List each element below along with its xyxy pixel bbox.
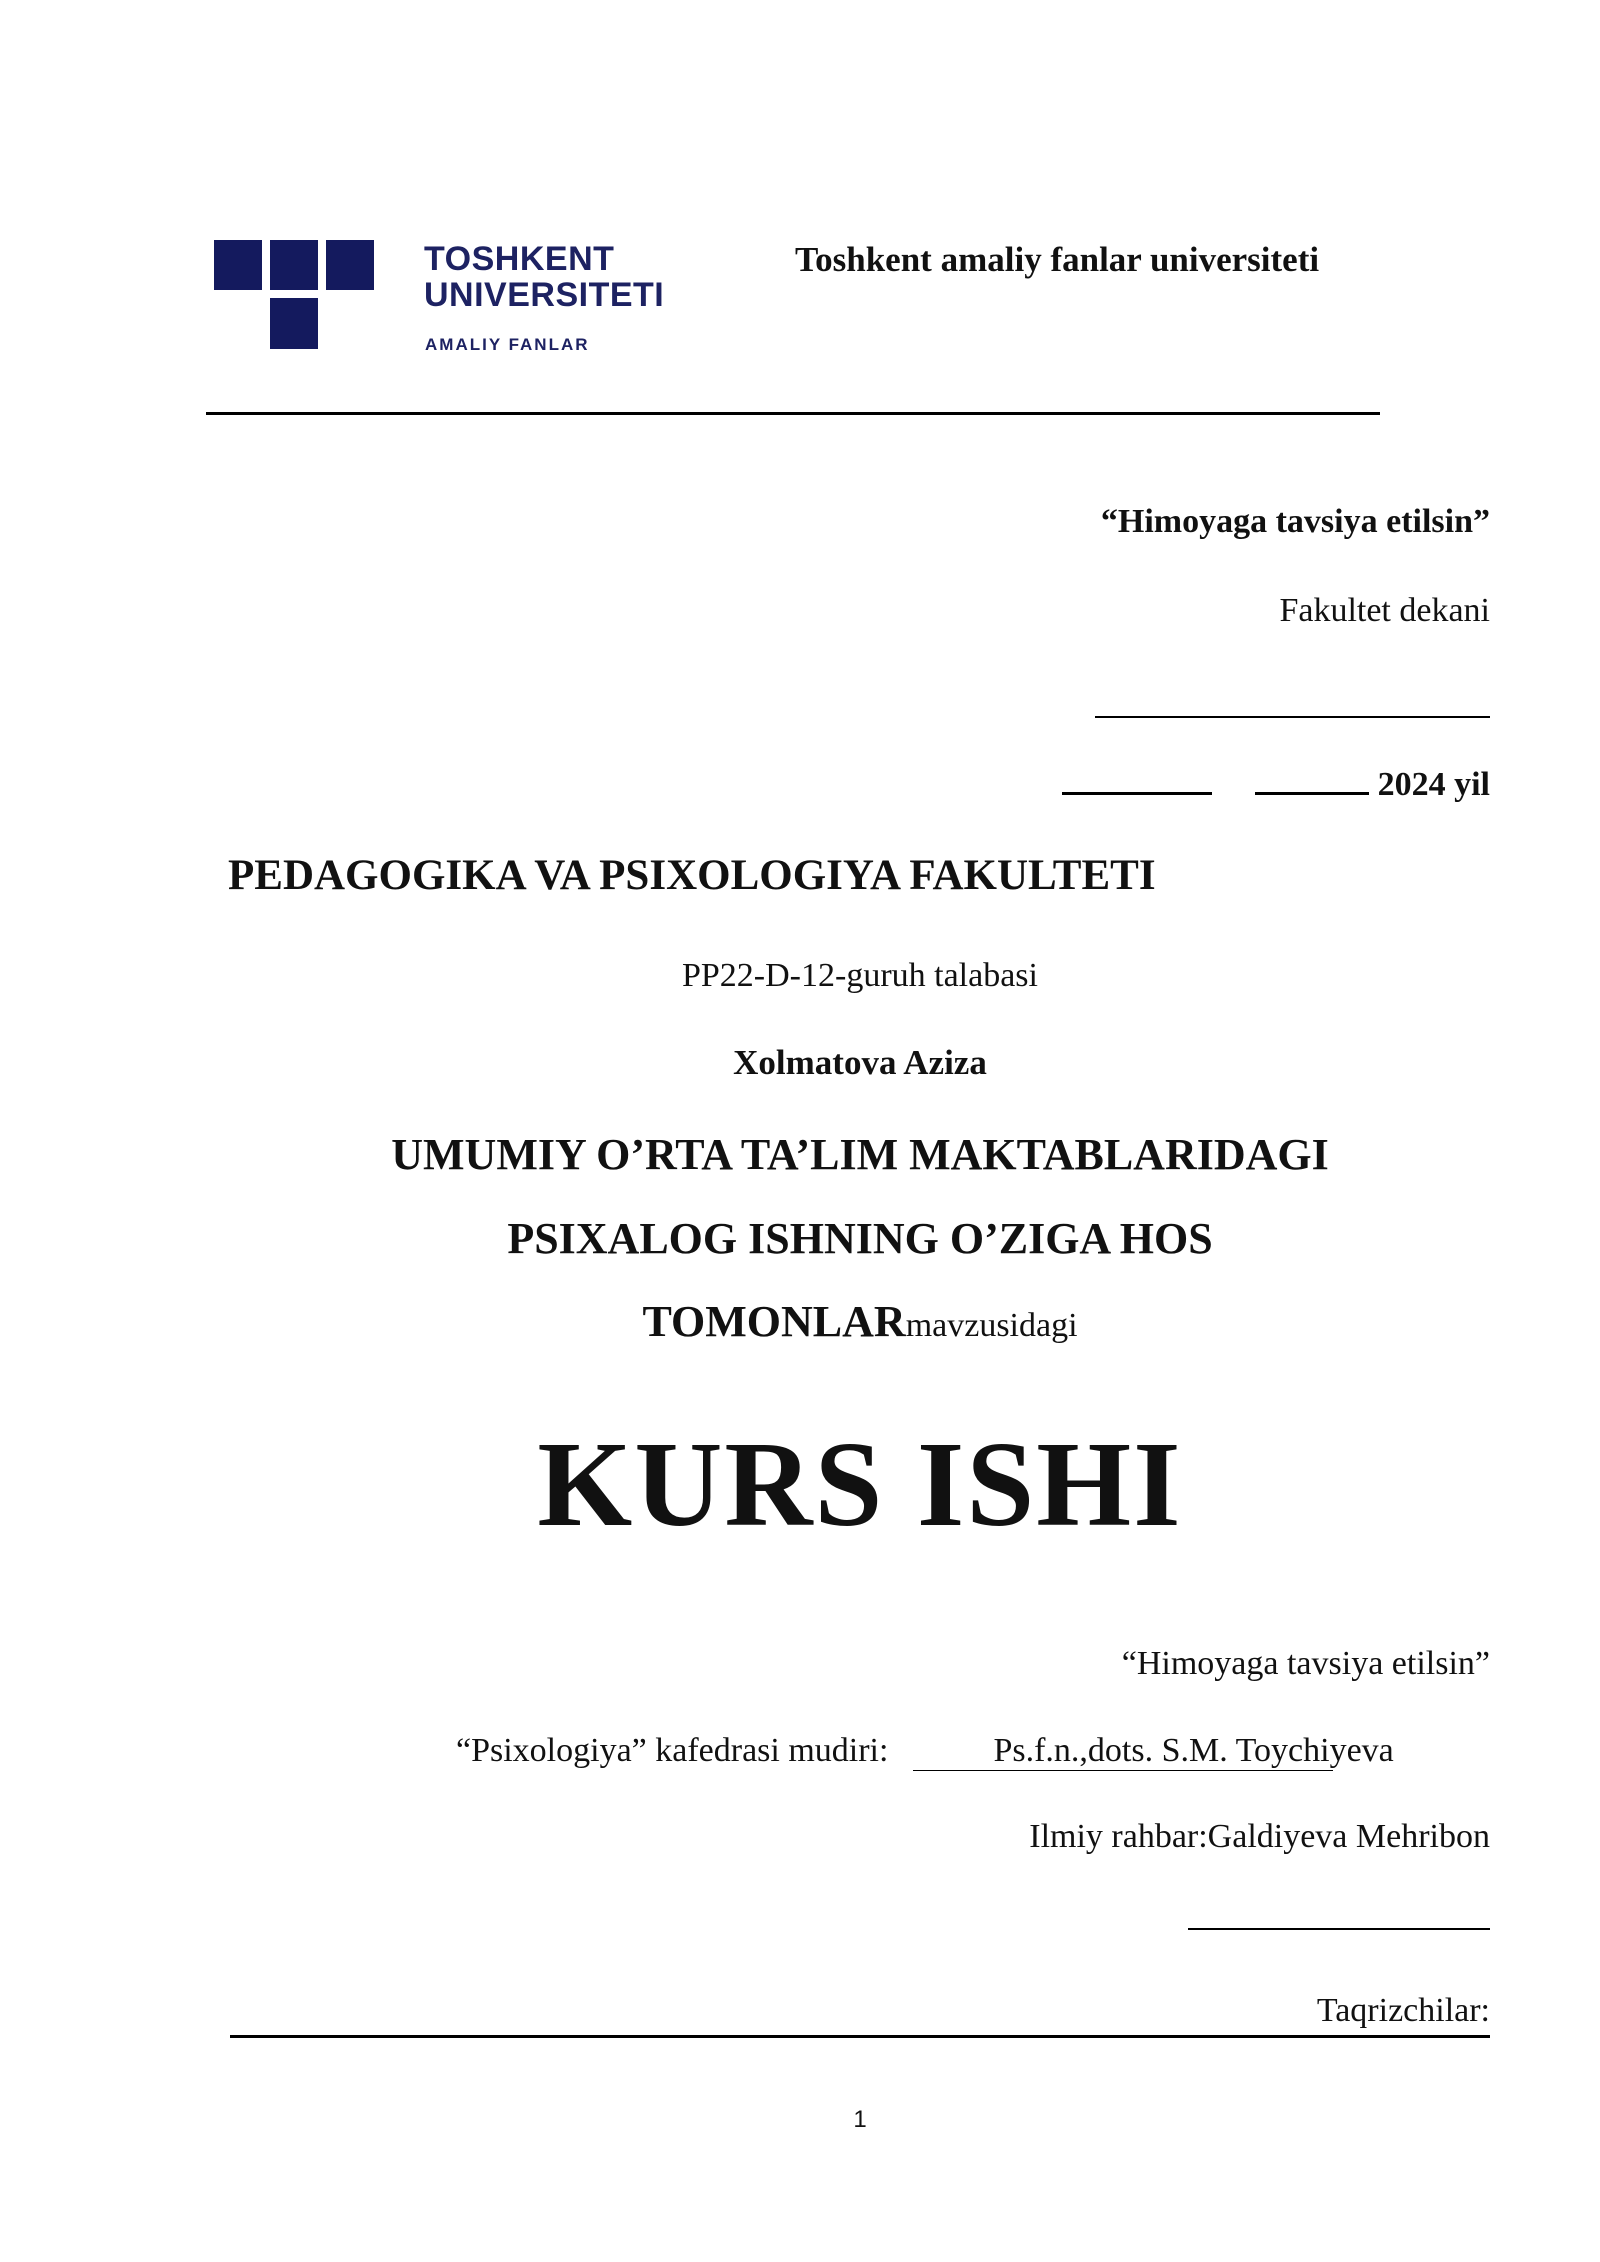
logo-square [214, 240, 262, 290]
reviewers-label: Taqrizchilar: [1316, 1992, 1490, 2029]
footer-divider [230, 2035, 1490, 2038]
document-type-title: KURS ISHI [537, 1417, 1183, 1552]
topic-line-2: PSIXALOG ISHNING O’ZIGA HOS [507, 1214, 1213, 1263]
department-chair-row [456, 1732, 1394, 1770]
topic-line-3-bold: TOMONLAR [642, 1297, 906, 1346]
supervisor-signature-line [1188, 1928, 1490, 1930]
topic-suffix: mavzusidagi [905, 1307, 1078, 1344]
student-group: PP22-D-12-guruh talabasi [681, 957, 1038, 994]
department-chair-name: Ps.f.n.,dots. S.M. Toychiyeva [993, 1732, 1394, 1769]
dean-label: Fakultet dekani [1279, 592, 1490, 629]
university-logo [214, 240, 684, 365]
university-name: Toshkent amaliy fanlar universiteti [795, 240, 1320, 279]
topic-line-3 [0, 1296, 1600, 1347]
dean-signature-line [1095, 716, 1490, 718]
logo-square [270, 240, 318, 290]
page-number: 1 [853, 2106, 867, 2133]
faculty-title: PEDAGOGIKA VA PSIXOLOGIYA FAKULTETI [228, 852, 1156, 899]
logo-square [326, 240, 374, 290]
topic-line-1: UMUMIY O’RTA TA’LIM MAKTABLARIDAGI [391, 1130, 1329, 1179]
year-label: 2024 yil [1377, 766, 1490, 803]
logo-text-line3: AMALIY FANLAR [425, 335, 590, 354]
header-divider [206, 412, 1380, 415]
logo-text-line1: TOSHKENT [424, 240, 615, 278]
date-row [1062, 764, 1490, 804]
department-chair-label: “Psixologiya” kafedrasi mudiri: [456, 1732, 889, 1769]
month-blank [1255, 764, 1369, 795]
logo-square [270, 298, 318, 349]
logo-text-line2: UNIVERSITETI [424, 276, 665, 314]
student-name: Xolmatova Aziza [733, 1043, 987, 1082]
approval-title-bottom: “Himoyaga tavsiya etilsin” [1121, 1645, 1490, 1682]
chair-signature-line [913, 1770, 1333, 1771]
supervisor: Ilmiy rahbar:Galdiyeva Mehribon [1029, 1818, 1490, 1855]
day-blank [1062, 764, 1212, 795]
approval-title-top: “Himoyaga tavsiya etilsin” [1100, 503, 1490, 540]
